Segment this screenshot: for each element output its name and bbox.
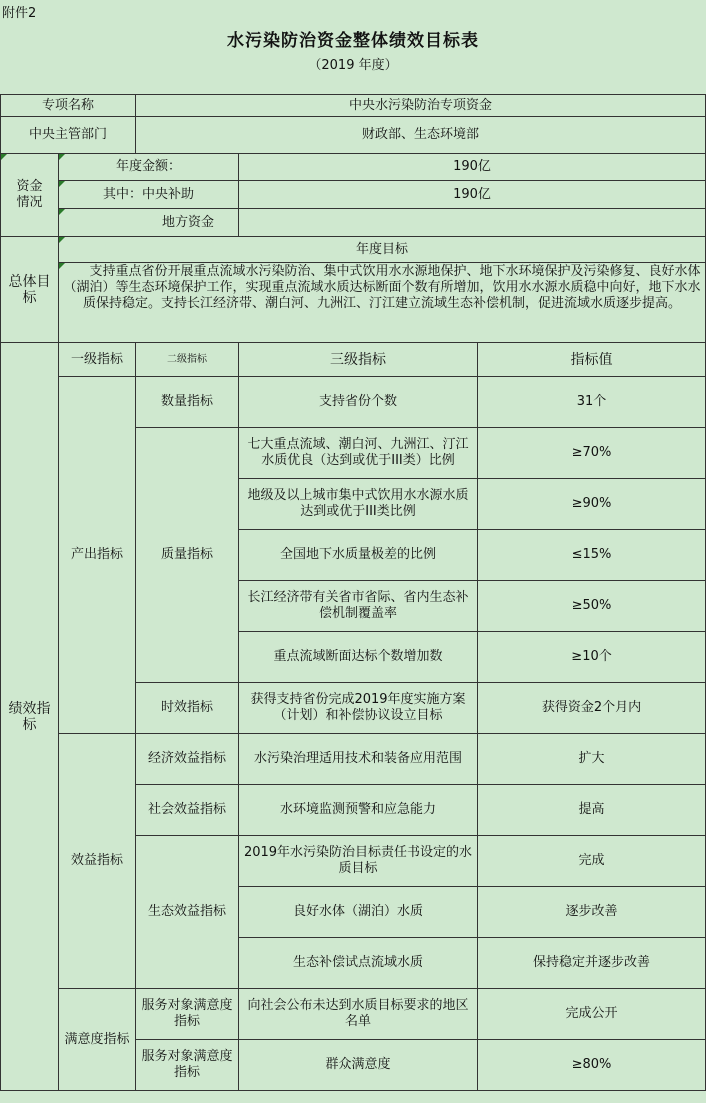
level1-output: 产出指标 [59,377,136,734]
funds-row [1,209,706,237]
funds-row-label: 其中：中央补助 [59,181,239,209]
goal-text: 支持重点省份开展重点流域水污染防治、集中式饮用水水源地保护、地下水环境保护及污染修复、良好水体（湖泊）等生态环境保护工作，实现重点流域水质达标断面个数有所增加，饮用水水源水质稳中向好，地下水水质保持稳定。支持长江经济带、潮白河、九洲江、汀江建立流域生态补偿机制，促进流域水质逐步提高。 [59,263,706,343]
funds-row [1,154,706,181]
value-cell: ≥80% [478,1040,706,1091]
value-cell: 提高 [478,785,706,836]
overall-goal-label: 总体目标 [1,237,59,343]
funds-row-value: 190亿 [239,154,706,181]
value-cell: 完成 [478,836,706,887]
level3-cell: 重点流域断面达标个数增加数 [239,632,478,683]
level3-cell: 七大重点流域、潮白河、九洲江、汀江水质优良（达到或优于III类）比例 [239,428,478,479]
level1-benefit: 效益指标 [59,734,136,989]
level2-quantity: 数量指标 [136,377,239,428]
level1-satisfaction: 满意度指标 [59,989,136,1091]
table-row [1,377,706,428]
level3-cell: 群众满意度 [239,1040,478,1091]
level3-cell: 良好水体（湖泊）水质 [239,887,478,938]
level3-cell: 水污染治理适用技术和装备应用范围 [239,734,478,785]
level2-satisfaction: 服务对象满意度指标 [136,989,239,1040]
value-cell: ≥10个 [478,632,706,683]
funds-row-value: 190亿 [239,181,706,209]
goal-header-row [1,237,706,263]
goal-text-row [1,263,706,343]
funds-row [1,181,706,209]
value-cell: 扩大 [478,734,706,785]
page-title: 水污染防治资金整体绩效目标表 [227,31,479,51]
level2-timeliness: 时效指标 [136,683,239,734]
level2-satisfaction: 服务对象满意度指标 [136,1040,239,1091]
performance-table [0,94,706,1091]
table-row [1,734,706,785]
level3-cell: 2019年水污染防治目标责任书设定的水质目标 [239,836,478,887]
department-row [1,117,706,154]
level1-header: 一级指标 [59,343,136,377]
level3-header: 三级指标 [239,343,478,377]
funds-row-label: 地方资金 [59,209,239,237]
value-cell: 31个 [478,377,706,428]
level3-cell: 长江经济带有关省市省际、省内生态补偿机制覆盖率 [239,581,478,632]
value-cell: 获得资金2个月内 [478,683,706,734]
level3-cell: 获得支持省份完成2019年度实施方案（计划）和补偿协议设立目标 [239,683,478,734]
indicator-header-row [1,343,706,377]
level3-cell: 水环境监测预警和应急能力 [239,785,478,836]
table-row [1,989,706,1040]
year-label: （2019 年度） [308,58,398,73]
indicators-label: 绩效指标 [1,343,59,1091]
level2-header: 二级指标 [136,343,239,377]
level3-cell: 支持省份个数 [239,377,478,428]
level2-ecological: 生态效益指标 [136,836,239,989]
funds-label: 资金 情况 [1,154,59,237]
level2-quality: 质量指标 [136,428,239,683]
department-value: 财政部、生态环境部 [136,117,706,154]
project-name-value: 中央水污染防治专项资金 [136,95,706,117]
funds-row-value [239,209,706,237]
level3-cell: 向社会公布未达到水质目标要求的地区名单 [239,989,478,1040]
value-cell: ≤15% [478,530,706,581]
value-cell: 完成公开 [478,989,706,1040]
value-cell: ≥50% [478,581,706,632]
department-label: 中央主管部门 [1,117,136,154]
goal-header: 年度目标 [59,237,706,263]
value-cell: ≥90% [478,479,706,530]
project-row [1,95,706,117]
level3-cell: 生态补偿试点流域水质 [239,938,478,989]
value-cell: 逐步改善 [478,887,706,938]
level3-cell: 地级及以上城市集中式饮用水水源水质达到或优于III类比例 [239,479,478,530]
value-cell: 保持稳定并逐步改善 [478,938,706,989]
level2-economic: 经济效益指标 [136,734,239,785]
funds-row-label: 年度金额： [59,154,239,181]
level3-cell: 全国地下水质量极差的比例 [239,530,478,581]
value-cell: ≥70% [478,428,706,479]
value-header: 指标值 [478,343,706,377]
project-name-label: 专项名称 [1,95,136,117]
level2-social: 社会效益指标 [136,785,239,836]
attachment-label: 附件2 [2,6,37,21]
